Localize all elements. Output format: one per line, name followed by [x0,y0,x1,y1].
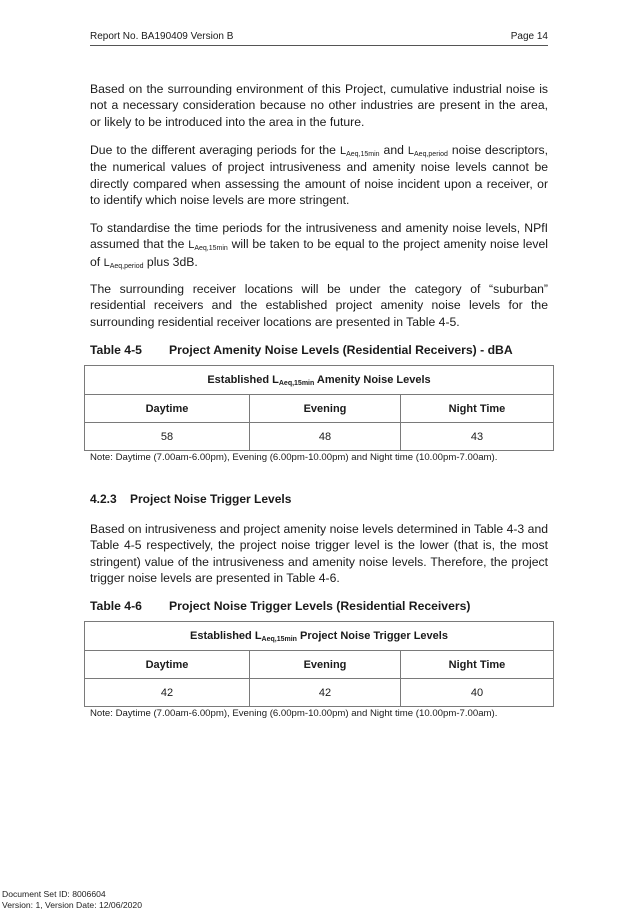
table-row [85,679,554,707]
cell-evening: 48 [250,423,401,451]
table-header-row [85,651,554,679]
paragraph-receiver-locations: The surrounding receiver locations will be under the category of “suburban” residential receivers and the established project amenity noise levels for the surrounding residential receiver locations are presented in Table 4-5. [90,282,548,329]
table-4-6 [84,621,554,707]
table-number: Table 4-5 [90,343,142,357]
table-span-header: Established $L_{Aeq,15min}$ Project Noise Trigger Levels [85,622,554,651]
table-title: Project Noise Trigger Levels (Residential Receivers) [169,599,471,613]
section-title: Project Noise Trigger Levels [130,492,292,506]
cell-daytime: 58 [85,423,250,451]
footer-document-set-id: Document Set ID: 8006604 [2,889,106,899]
table-header-row [85,395,554,423]
table-4-6-caption [90,598,470,614]
table-number: Table 4-6 [90,599,142,613]
column-header-night-time: Night Time [401,651,554,679]
table-span-header: Established $L_{Aeq,15min}$ Amenity Noise Levels [85,366,554,395]
column-header-evening: Evening [250,651,401,679]
column-header-daytime: Daytime [85,395,250,423]
section-number: 4.2.3 [90,492,117,506]
column-header-night-time: Night Time [401,395,554,423]
table-4-5-caption [90,342,513,358]
table-span-header-row [85,622,554,651]
footer-version: Version: 1, Version Date: 12/06/2020 [2,900,142,910]
page-header [90,29,548,46]
table-row [85,423,554,451]
page-number: Page 14 [510,31,548,42]
report-number: Report No. BA190409 Version B [90,31,234,42]
table-span-header-row [85,366,554,395]
column-header-daytime: Daytime [85,651,250,679]
table-4-5-note: Note: Daytime (7.00am-6.00pm), Evening (6.00pm-10.00pm) and Night time (10.00pm-7.00am). [90,452,498,463]
table-title: Project Amenity Noise Levels (Residential Receivers) - dBA [169,343,513,357]
section-heading [90,491,291,507]
paragraph-averaging-periods: Due to the different averaging periods for the $L_{Aeq,15min}$ and $L_{Aeq,period}$ noise descriptors, the numerical values of project intrusiveness and amenity noise levels cannot be directly compared when assessing the amount of noise incident upon a receiver, or to identify which noise levels are more stringent. [90,143,549,208]
cell-night-time: 43 [401,423,554,451]
cell-daytime: 42 [85,679,250,707]
table-4-6-note: Note: Daytime (7.00am-6.00pm), Evening (6.00pm-10.00pm) and Night time (10.00pm-7.00am). [90,708,498,719]
table-4-5 [84,365,554,451]
column-header-evening: Evening [250,395,401,423]
paragraph-trigger-levels: Based on intrusiveness and project amenity noise levels determined in Table 4-3 and Table 4-5 respectively, the project noise trigger level is the lower (that is, the most stringent) value of the intrusiveness and amenity noise levels. Therefore, the project trigger noise levels are presented in Table 4-6. [90,522,548,586]
cell-evening: 42 [250,679,401,707]
paragraph-standardise: To standardise the time periods for the intrusiveness and amenity noise levels, NPfI assumed that the $L_{Aeq,15min}$ will be taken to be equal to the project amenity noise level of $L_{Aeq,period}$ plus 3dB. [90,221,548,270]
paragraph-cumulative-noise: Based on the surrounding environment of this Project, cumulative industrial noise is not a necessary consideration because no other industries are present in the area, or likely to be introduced into the area in the future. [90,82,548,129]
cell-night-time: 40 [401,679,554,707]
